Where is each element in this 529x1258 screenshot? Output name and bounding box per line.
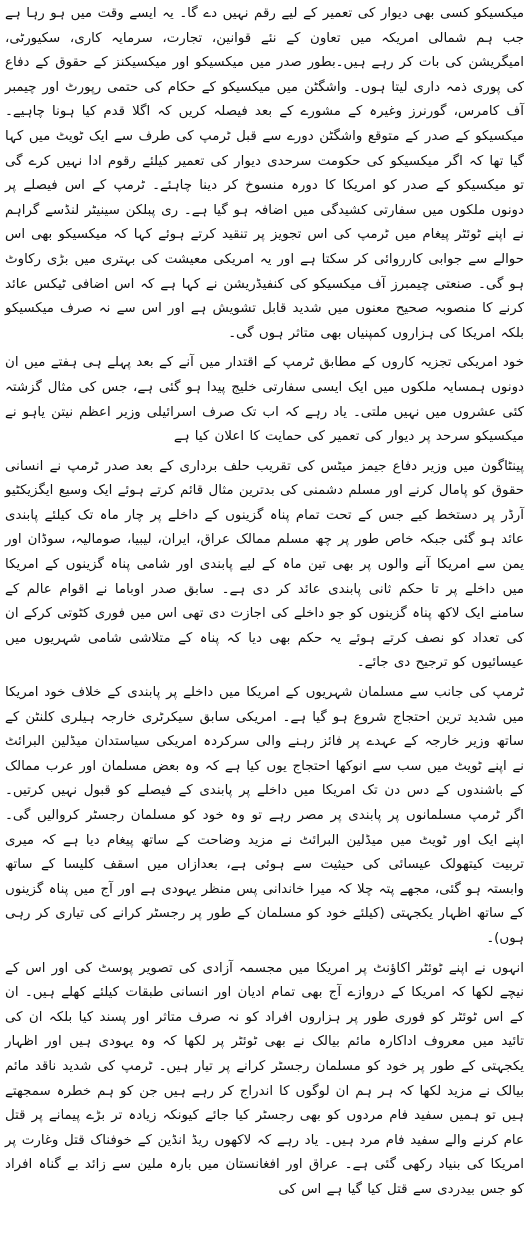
- paragraph-mexico-wall: میکسیکو کسی بھی دیوار کی تعمیر کے لیے رقم نہیں دے گا۔ یہ ایسے وقت میں ہو رہا ہے جب ہم شمالی امریکہ میں تعاون کے نئے قوانین، تجارت، سرمایہ کاری، سکیورٹی، امیگریشن کی بات کر رہے ہیں۔بطور صدر میں میکسیکو اور میکسیکنز کے حقوق کے دفاع کی پوری ذمہ داری لیتا ہوں۔ واشگٹن میں میکسیکو کے حکام کی حتمی رپورٹ اور چیمبر آف کامرس، گورنرز وغیرہ کے مشورے کے بعد فیصلہ کریں کہ اگلا قدم کیا ہونا چاہیے۔ میکسیکو کے صدر کے متوقع واشگٹن دورے سے قبل ٹرمپ کی طرف سے ایک ٹویٹ میں کہا گیا تھا کہ اگر میکسیکو کی حکومت سرحدی دیوار کی تعمیر کیلئے رقوم ادا نہیں کرے گی تو میکسیکو کے صدر کو امریکا کا دورہ منسوخ کر دینا چاہئے۔ ٹرمپ کے اس فیصلے پر دونوں ملکوں میں سفارتی کشیدگی میں اضافہ ہو گیا ہے۔ ری پبلکن سینیٹر لنڈسے گراہم نے اپنے ٹوئٹر پیغام میں ٹرمپ کی اس تجویز پر تنقید کرتے ہوئے کہا کہ میکسیکو بھی اس حوالے سے جوابی کارروائی کر سکتا ہے اور یہ امریکی معیشت کی بہتری میں بڑی رکاوٹ ہو گی۔ صنعتی چیمبرز آف میکسیکو کی کنفیڈریشن نے کہا ہے کہ اس اضافی ٹیکس عائد کرنے کا منصوبہ صحیح معنوں میں شدید قابل تشویش ہے اور اس سے نہ صرف میکسیکو بلکہ امریکا کی ہزاروں کمپنیاں بھی متاثر ہوں گی۔: [5, 6, 524, 341]
- paragraph-diplomatic-rift: خود امریکی تجزیہ کاروں کے مطابق ٹرمپ کے اقتدار میں آنے کے بعد پہلے ہی ہفتے میں ان دونوں ہمسایہ ملکوں میں ایک ایسی سفارتی خلیج پیدا ہو گئی ہے، جس کی مثال گزشتہ کئی عشروں میں نہیں ملتی۔ یاد رہے کہ اب تک صرف اسرائیلی وزیر اعظم نیتن یاہو نے میکسیکو سرحد پر دیوار کی تعمیر کی حمایت کا اعلان کیا ہے: [5, 355, 524, 445]
- paragraph-albright-protest: ٹرمپ کی جانب سے مسلمان شہریوں کے امریکا میں داخلے پر پابندی کے خلاف خود امریکا میں شدید ترین احتجاج شروع ہو گیا ہے۔ امریکی سابق سیکرٹری خارجہ ہیلری کلنٹن کے ساتھ وزیر خارجہ کے عہدے پر فائز رہنے والی سرکردہ امریکی سیاستدان میڈلین البرائٹ نے اپنے ٹویٹ میں سب سے انوکھا احتجاج یوں کیا ہے کہ وہ بعض مسلمان اور عرب ممالک کے باشندوں کے دس دن تک امریکا میں داخلے پر پابندی کے فیصلے کو قبول نہیں کرتیں۔ اگر ٹرمپ مسلمانوں پر پابندی پر مصر رہے تو وہ خود کو مسلمان رجسٹر کروالیں گی۔ اپنے ایک اور ٹویٹ میں میڈلین البرائٹ نے مزید وضاحت کے ساتھ پیغام دیا ہے کہ میری تربیت کیتھولک عیسائی کی حیثیت سے ہوئی ہے، بعدازاں میں اسقف کلیسا کے ساتھ وابستہ ہو گئی، مجھے پتہ چلا کہ میرا خاندانی پس منظر یہودی ہے اور آج میں پناہ گزینوں کے ساتھ اظہار یکجہتی (کیلئے خود کو مسلمان کے طور پر رجسٹر کرانے کی تیاری کر رہی ہوں)۔: [5, 685, 524, 946]
- paragraph-refugee-ban: پینٹاگون میں وزیر دفاع جیمز میٹس کی تقریب حلف برداری کے بعد صدر ٹرمپ نے انسانی حقوق کو پامال کرنے اور مسلم دشمنی کی بدترین مثال قائم کرتے ہوئے ایک وسیع ایگزیکٹیو آرڈر پر دستخط کیے جس کے تحت تمام پناہ گزینوں کے داخلے پر چار ماہ تک کیلئے پابندی عائد ہو گئی جبکہ خاص طور پر چھ مسلم ممالک عراق، ایران، لیبیا، صومالیہ، سوڈان اور یمن سے امریکا آنے والوں پر بھی تین ماہ کے لیے پابندی اور شامی پناہ گزینوں کے امریکا میں داخلے پر تا حکم ثانی پابندی عائد کر دی ہے۔ سابق صدر اوباما نے اقوام عالم کے سامنے ایک لاکھ پناہ گزینوں کو جو داخلے کی اجازت دی تھی اس میں فوری کٹوتی کرکے ان کی تعداد کو نصف کرتے ہوئے یہ حکم بھی دیا کہ پناہ کے متلاشی شامی شہریوں میں عیسائیوں کو ترجیح دی جائے۔: [5, 458, 524, 671]
- paragraph-statue-of-liberty: انہوں نے اپنے ٹوئٹر اکاؤنٹ پر امریکا میں مجسمہ آزادی کی تصویر پوسٹ کی اور اس کے نیچے لکھا کہ امریکا کے دروازے آج بھی تمام ادیان اور انسانی طبقات کیلئے کھلے ہیں۔ ان کے اس ٹوئٹر کو فوری طور پر ہزاروں افراد کو نہ صرف متاثر اور پسند کیا بلکہ ان کی تائید میں معروف اداکارہ مائم بیالک نے بھی ٹوئٹر پر لکھا کہ وہ یہودی ہیں اور اظہار یکجہتی کے طور پر خود کو مسلمان رجسٹر کرانے پر تیار ہیں۔ ٹرمپ کی شدید ناقد مائم بیالک نے مزید لکھا کہ ہر ہم ان لوگوں کا اندراج کر رہے ہیں جن کو ہم خطرہ سمجھتے ہیں تو ہمیں سفید فام مردوں کو بھی رجسٹر کیا جائے کیونکہ زیادہ تر بڑے پیمانے پر قتل عام کرنے والے سفید فام مرد ہیں۔ یاد رہے کہ لاکھوں ریڈ انڈین کے خوفناک قتل وغارت پر امریکا کی بنیاد رکھی گئی ہے۔ عراق اور افغانستان میں بارہ ملین سے زائد بے گناہ افراد کو جس بیدردی سے قتل کیا گیا ہے اس کی: [5, 960, 524, 1197]
